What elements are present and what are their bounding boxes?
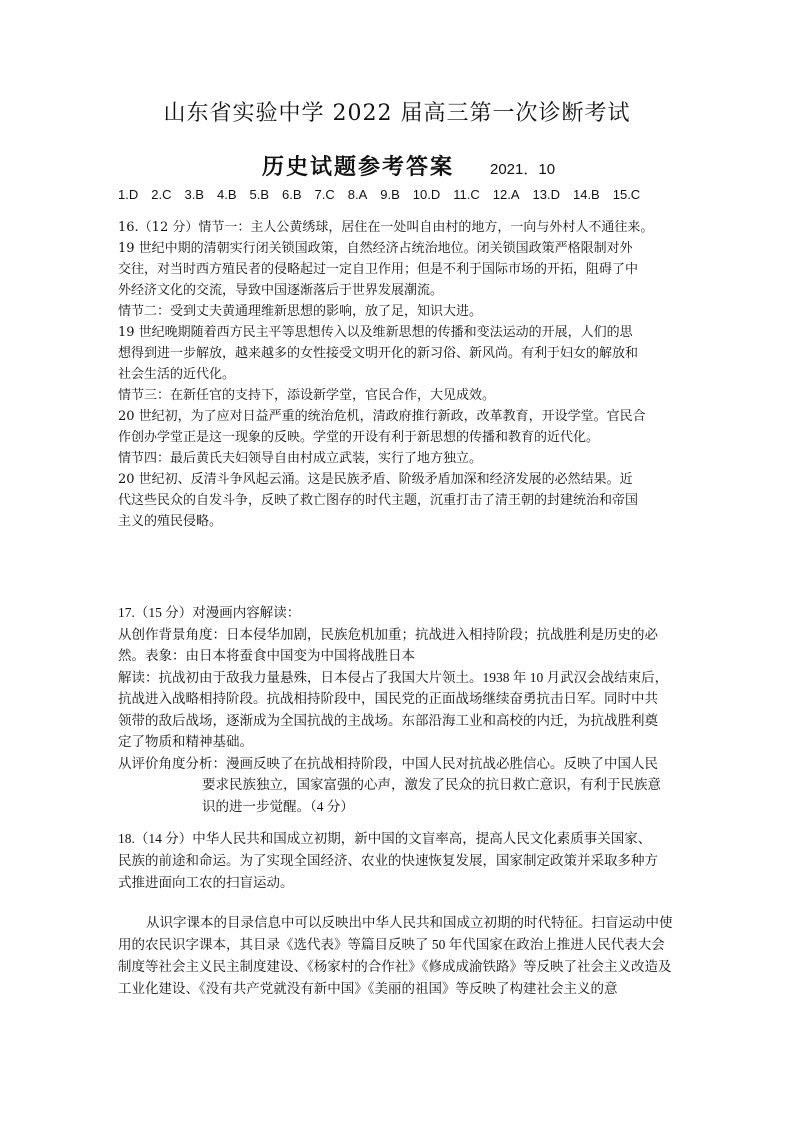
- choice-answer: 15.C: [612, 187, 641, 202]
- choice-answer: 9.B: [380, 187, 400, 202]
- answer-line: 情节二：受到丈夫黄通理维新思想的影响，放了足，知识大进。: [118, 304, 483, 319]
- answer-line: 20 世纪初，为了应对日益严重的统治危机，清政府推行新政，改革教育，开设学堂。官民合: [118, 409, 646, 424]
- answer-line: 20 世纪初、反清斗争风起云涌。这是民族矛盾、阶级矛盾加深和经济发展的必然结果。近: [118, 472, 633, 487]
- question-17-answer: [118, 602, 678, 817]
- choice-answer: 2.C: [151, 187, 172, 202]
- choice-answer: 10.D: [412, 187, 441, 202]
- answer-line: 情节三：在新任官的支持下，添设新学堂，官民合作，大见成效。: [118, 388, 496, 403]
- answer-line: 18.（14 分）中华人民共和国成立初期，新中国的文盲率高，提高人民文化素质事关国家、: [118, 831, 652, 846]
- answer-line: 17.（15 分）对漫画内容解读：: [118, 605, 301, 620]
- answer-line: 定了物质和精神基础。: [118, 734, 253, 749]
- exam-date: 2021．10: [490, 161, 556, 178]
- answer-line: 解读：抗战初由于敌我力量悬殊，日本侵占了我国大片领土。1938 年 10 月武汉会战结束后，: [118, 669, 669, 685]
- choice-answer: 14.B: [572, 187, 600, 202]
- answer-line: 主义的殖民侵略。: [118, 514, 223, 529]
- choice-answer: 5.B: [249, 187, 270, 202]
- answer-line: 16.（12 分）情节一：主人公黄绣球，居住在一处叫自由村的地方，一向与外村人不通往来。: [118, 220, 654, 235]
- answer-line: 抗战进入战略相持阶段。抗战相持阶段中，国民党的正面战场继续奋勇抗击日军。同时中共: [118, 691, 658, 706]
- answer-line: 19 世纪中期的清朝实行闭关锁国政策，自然经济占统治地位。闭关锁国政策严格限制对外: [118, 241, 633, 256]
- choice-answer: 4.B: [216, 187, 237, 202]
- answer-line: 想得到进一步解放，越来越多的女性接受文明开化的新习俗、新风尚。有利于妇女的解放和: [118, 346, 639, 361]
- answer-line: 识的进一步觉醒。（4 分）: [202, 798, 354, 814]
- choice-answer: 13.D: [532, 187, 560, 202]
- choice-answer: 12.A: [492, 187, 520, 202]
- answer-line: 社会生活的近代化。: [118, 367, 236, 382]
- answer-line: 从评价角度分析：漫画反映了在抗战相持阶段，中国人民对抗战必胜信心。反映了中国人民: [118, 755, 658, 771]
- choice-answer: 11.C: [453, 187, 480, 202]
- choice-answer: 3.B: [184, 187, 204, 202]
- answer-line: 外经济文化的交流，导致中国逐渐落后于世界发展潮流。: [118, 283, 444, 298]
- choice-answer: 8.A: [347, 187, 368, 202]
- question-18-answer: [118, 828, 678, 894]
- answer-line: 领带的敌后战场，逐渐成为全国抗战的主战场。东部沿海工业和高校的内迁，为抗战胜利奠: [118, 712, 658, 728]
- question-18-paragraph: 从识字课本的目录信息中可以反映出中华人民共和国成立初期的时代特征。扫盲运动中使用的农民识字课本，其目录《选代表》等篇目反映了 50 年代国家在政治上推进人民代表大会制度等社会主义民主制度建设、《杨家村的合作社》《修成成渝铁路》等反映了社会主义改造及工业化建设、《没有共产党就没有新中国》《美丽的祖国》等反映了构建社会主义的意: [118, 915, 673, 996]
- answer-line: 从创作背景角度：日本侵华加剧，民族危机加重；抗战进入相持阶段；抗战胜利是历史的必: [118, 626, 658, 642]
- question-17-hanging-text: [118, 774, 678, 817]
- question-16-answer: [118, 217, 678, 532]
- answer-line: 19 世纪晚期随着西方民主平等思想传入以及维新思想的传播和变法运动的开展，人们的思: [118, 325, 633, 340]
- answer-line: 交往，对当时西方殖民者的侵略起过一定自卫作用；但是不利于国际市场的开拓，阻碍了中: [118, 262, 639, 277]
- multiple-choice-answers: [118, 187, 718, 202]
- exam-title: 山东省实验中学 2022 届高三第一次诊断考试: [163, 101, 631, 126]
- answer-line: 情节四：最后黄氏夫妇领导自由村成立武装，实行了地方独立。: [118, 451, 483, 466]
- choice-answer: 7.C: [314, 187, 335, 202]
- answer-line: 代这些民众的自发斗争，反映了救亡图存的时代主题，沉重打击了清王朝的封建统治和帝国: [118, 493, 639, 508]
- answer-key-title: 历史试题参考答案: [262, 154, 455, 180]
- answer-line: 民族的前途和命运。为了实现全国经济、农业的快速恢复发展，国家制定政策并采取多种方: [118, 853, 658, 868]
- answer-line: 式推进面向工农的扫盲运动。: [118, 875, 294, 890]
- choice-answer: 6.B: [282, 187, 302, 202]
- answer-line: 要求民族独立，国家富强的心声，激发了民众的抗日救亡意识，有利于民族意: [202, 777, 661, 792]
- answer-line: 然。表象：由日本将蚕食中国变为中国将战胜日本: [118, 648, 415, 663]
- answer-line: 作创办学堂正是这一现象的反映。学堂的开设有利于新思想的传播和教育的近代化。: [118, 430, 600, 445]
- choice-answer: 1.D: [118, 187, 139, 202]
